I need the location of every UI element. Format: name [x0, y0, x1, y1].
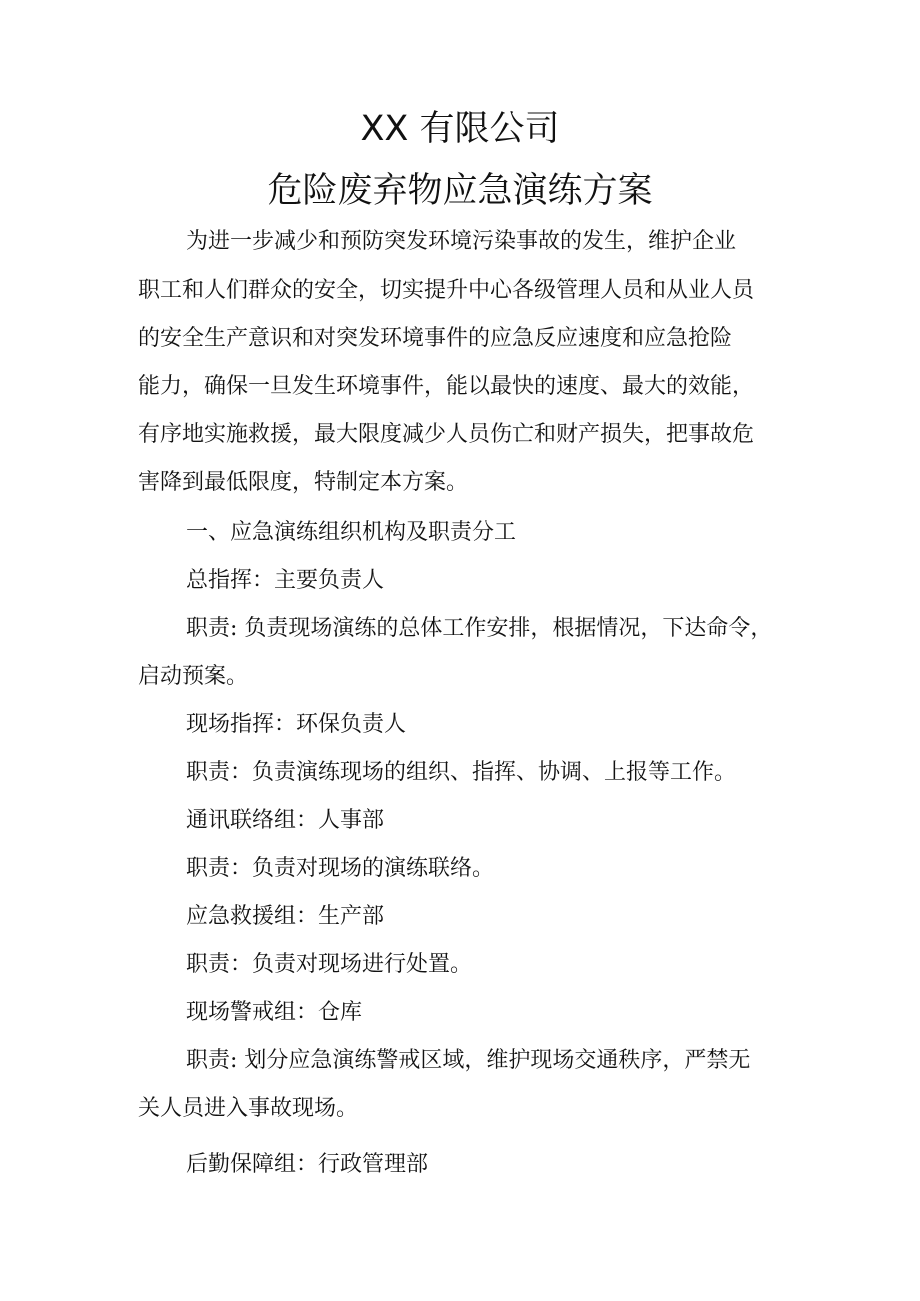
intro-line: 有序地实施救援，最大限度减少人员伤亡和财产损失，把事故危 [138, 422, 755, 447]
document-title: 危险废弃物应急演练方案 [267, 171, 653, 211]
intro-line: 职工和人们群众的安全，切实提升中心各级管理人员和从业人员 [138, 278, 755, 303]
duty-line: 职责：负责对现场的演练联络。 [186, 856, 495, 881]
intro-line: 为进一步减少和预防突发环境污染事故的发生，维护企业 [186, 229, 737, 254]
role-logistics-group: 后勤保障组：行政管理部 [186, 1152, 429, 1177]
duty-line: 职责: 负责现场演练的总体工作安排，根据情况，下达命令， [186, 616, 773, 641]
role-site-commander: 现场指挥：环保负责人 [186, 712, 407, 737]
intro-line: 害降到最低限度，特制定本方案。 [138, 470, 469, 495]
role-guard-group: 现场警戒组：仓库 [186, 1000, 363, 1025]
role-comm-group: 通讯联络组：人事部 [186, 808, 385, 833]
role-rescue-group: 应急救援组：生产部 [186, 904, 385, 929]
company-name: XX 有限公司 [360, 109, 560, 149]
intro-line: 能力，确保一旦发生环境事件，能以最快的速度、最大的效能， [138, 374, 755, 399]
section-heading: 一、应急演练组织机构及职责分工 [186, 520, 517, 545]
duty-line: 职责：负责对现场进行处置。 [186, 952, 473, 977]
duty-line: 职责：负责演练现场的组织、指挥、协调、上报等工作。 [186, 760, 737, 785]
duty-line: 关人员进入事故现场。 [138, 1096, 359, 1121]
duty-line: 职责: 划分应急演练警戒区域，维护现场交通秩序，严禁无 [186, 1048, 751, 1073]
duty-line: 启动预案。 [138, 664, 249, 689]
role-commander: 总指挥：主要负责人 [186, 568, 385, 593]
intro-line: 的安全生产意识和对突发环境事件的应急反应速度和应急抢险 [138, 326, 733, 351]
